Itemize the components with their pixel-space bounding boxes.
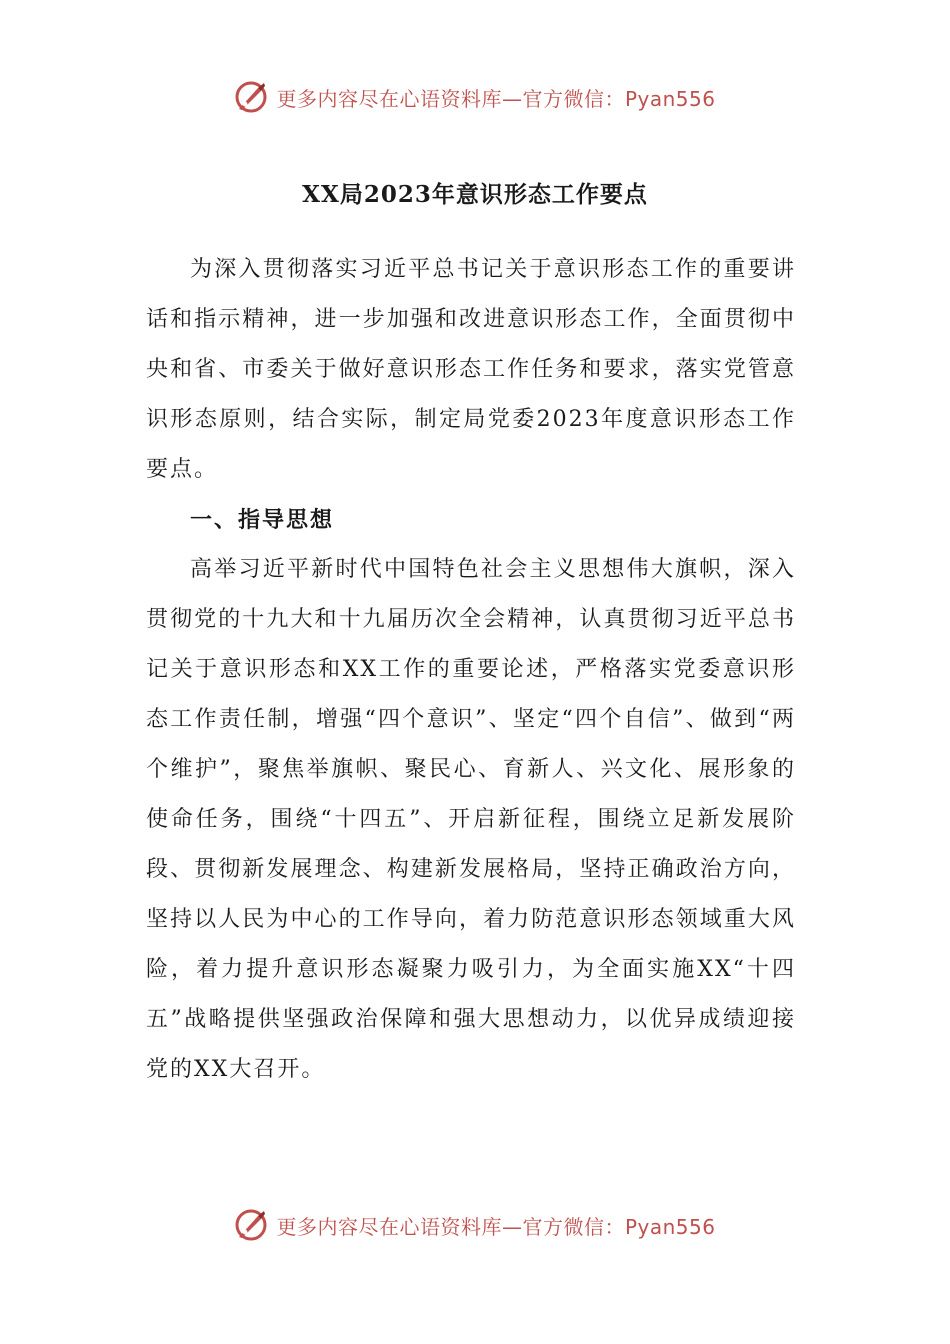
document-body — [146, 245, 796, 1095]
intro-paragraph: 为深入贯彻落实习近平总书记关于意识形态工作的重要讲话和指示精神，进一步加强和改进意识形态工作，全面贯彻中央和省、市委关于做好意识形态工作任务和要求，落实党管意识形态原则，结合实际，制定局党委2023年度意识形态工作要点。 — [146, 257, 796, 482]
footer-watermark-banner — [0, 1208, 950, 1242]
document-title: XX局2023年意识形态工作要点 — [302, 181, 648, 208]
quill-pen-circle-icon — [234, 80, 268, 114]
guiding-ideology-paragraph: 高举习近平新时代中国特色社会主义思想伟大旗帜，深入贯彻党的十九大和十九届历次全会精神，认真贯彻习近平总书记关于意识形态和XX工作的重要论述，严格落实党委意识形态工作责任制，增强“四个意识”、坚定“四个自信”、做到“两个维护”，聚焦举旗帜、聚民心、育新人、兴文化、展形象的使命任务，围绕“十四五”、开启新征程，围绕立足新发展阶段、贯彻新发展理念、构建新发展格局，坚持正确政治方向，坚持以人民为中心的工作导向，着力防范意识形态领域重大风险，着力提升意识形态凝聚力吸引力，为全面实施XX“十四五”战略提供坚强政治保障和强大思想动力，以优异成绩迎接党的XX大召开。 — [146, 557, 796, 1082]
quill-pen-circle-icon — [234, 1208, 268, 1242]
footer-banner-text: 更多内容尽在心语资料库—官方微信：Pyan556 — [276, 1214, 716, 1239]
section-heading-guiding-ideology: 一、指导思想 — [190, 507, 335, 533]
header-watermark-banner — [0, 80, 950, 114]
header-banner-text: 更多内容尽在心语资料库—官方微信：Pyan556 — [276, 86, 716, 111]
